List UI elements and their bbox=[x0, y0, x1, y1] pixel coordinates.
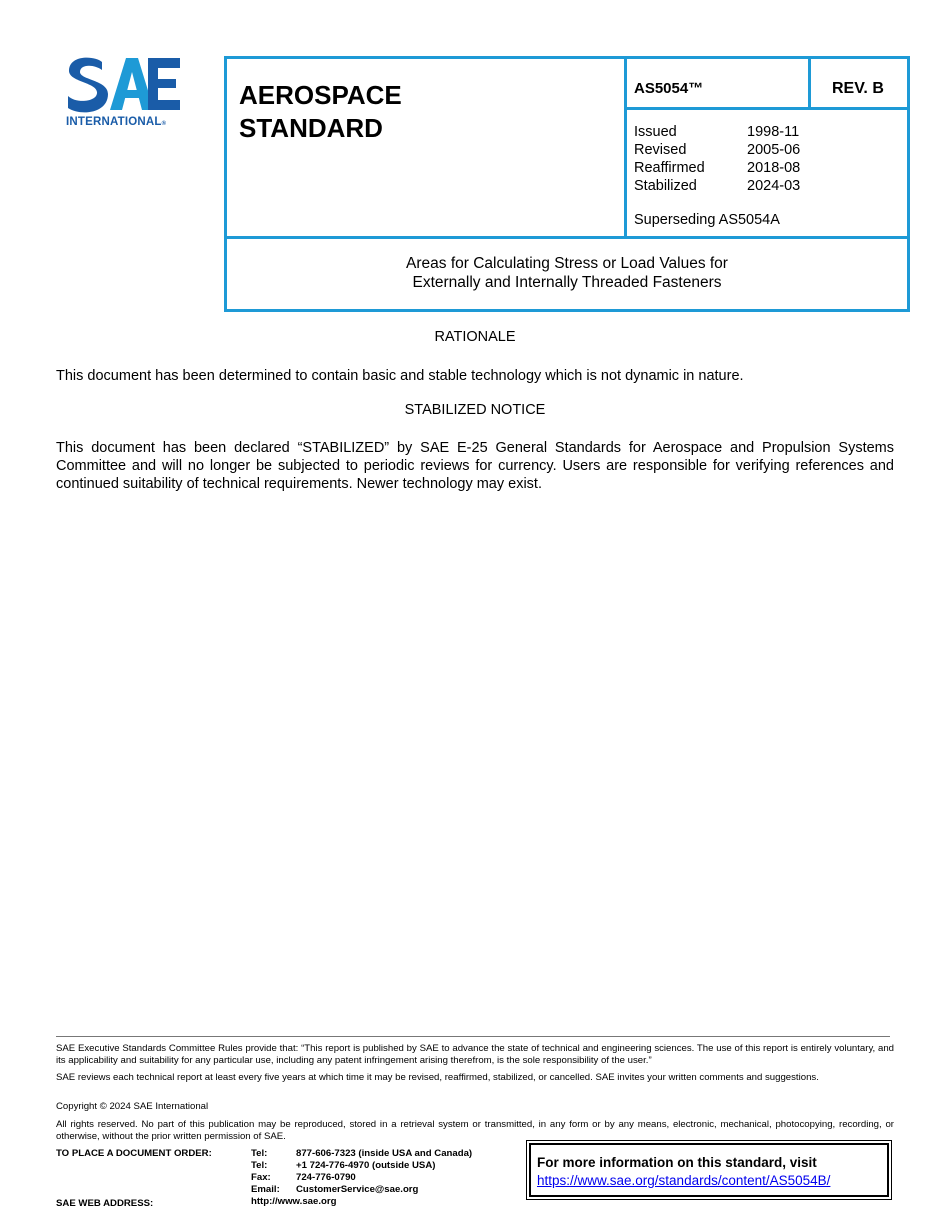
revision-label: REV. B bbox=[832, 80, 884, 97]
contact-row bbox=[251, 1148, 472, 1160]
contact-row bbox=[251, 1184, 472, 1196]
date-row-revised bbox=[634, 141, 800, 159]
stabilized-text: This document has been declared “STABILIZED” by SAE E-25 General Standards for Aerospace and Propulsion Systems Committee and will no longer be subjected to periodic reviews for currency. Users are responsible for verifying references and continued suitability of technical requirements. Newer technology may exist. bbox=[56, 440, 894, 492]
rationale-text: This document has been determined to contain basic and stable technology which is not dynamic in nature. bbox=[56, 368, 744, 384]
copyright-text: Copyright © 2024 SAE International bbox=[56, 1101, 209, 1112]
date-label: Reaffirmed bbox=[634, 160, 705, 176]
contact-key: Tel: bbox=[251, 1148, 268, 1159]
date-label: Stabilized bbox=[634, 178, 697, 194]
web-address-label: SAE WEB ADDRESS: bbox=[56, 1198, 154, 1209]
date-label: Revised bbox=[634, 142, 687, 158]
contact-value: 877-606-7323 (inside USA and Canada) bbox=[296, 1148, 473, 1159]
contact-key: Tel: bbox=[251, 1160, 268, 1171]
date-row-issued bbox=[634, 123, 800, 141]
contact-key: Email: bbox=[251, 1184, 280, 1195]
superseding-note: Superseding AS5054A bbox=[634, 212, 780, 228]
rights-text: All rights reserved. No part of this publication may be reproduced, stored in a retrieval system or transmitted, in any form or by any means, electronic, mechanical, photocopying, recording, or otherwise, without the prior written permission of SAE. bbox=[56, 1119, 894, 1142]
title-line-2: Externally and Internally Threaded Fasteners bbox=[412, 274, 722, 291]
info-box bbox=[526, 1140, 892, 1200]
registered-mark: ® bbox=[161, 121, 167, 127]
date-value: 2018-08 bbox=[747, 160, 801, 176]
sae-logo-icon bbox=[66, 54, 184, 114]
web-row bbox=[251, 1196, 472, 1208]
date-label: Issued bbox=[634, 124, 677, 140]
header-box bbox=[224, 56, 910, 312]
contact-row bbox=[251, 1172, 472, 1184]
contact-value: 724-776-0790 bbox=[296, 1172, 356, 1183]
logo-subtitle: INTERNATIONAL® bbox=[66, 116, 167, 128]
date-list bbox=[634, 123, 800, 195]
contact-key: Fax: bbox=[251, 1172, 271, 1183]
rationale-heading: RATIONALE bbox=[434, 329, 516, 345]
committee-rules-text: SAE Executive Standards Committee Rules provide that: “This report is published by SAE to advance the state of technical and engineering sciences. The use of this report is entirely voluntary, and its applicability and suitability for any particular use, including any patent infringement arising therefrom, is the sole responsibility of the user.” bbox=[56, 1043, 894, 1066]
document-number: AS5054™ bbox=[634, 80, 704, 97]
sae-logo bbox=[66, 54, 188, 134]
stabilized-heading: STABILIZED NOTICE bbox=[404, 402, 546, 418]
date-row-stabilized bbox=[634, 177, 800, 195]
contact-email[interactable]: CustomerService@sae.org bbox=[296, 1184, 419, 1195]
contact-value: +1 724-776-4970 (outside USA) bbox=[296, 1160, 436, 1171]
standard-link[interactable]: https://www.sae.org/standards/content/AS5054B/ bbox=[537, 1173, 831, 1188]
contact-row bbox=[251, 1160, 472, 1172]
date-value: 1998-11 bbox=[747, 124, 800, 140]
contact-list bbox=[251, 1148, 472, 1208]
title-line-1: Areas for Calculating Stress or Load Values for bbox=[406, 255, 728, 272]
date-value: 2024-03 bbox=[747, 178, 801, 194]
document-type: AEROSPACE STANDARD bbox=[239, 80, 402, 143]
date-value: 2005-06 bbox=[747, 142, 801, 158]
order-label: TO PLACE A DOCUMENT ORDER: bbox=[56, 1148, 212, 1159]
review-text: SAE reviews each technical report at least every five years at which time it may be revised, reaffirmed, stabilized, or cancelled. SAE invites your written comments and suggestions. bbox=[56, 1072, 819, 1083]
info-title: For more information on this standard, visit bbox=[537, 1155, 817, 1170]
footer-divider bbox=[56, 1036, 890, 1037]
date-row-reaffirmed bbox=[634, 159, 800, 177]
web-url-link[interactable]: http://www.sae.org bbox=[251, 1196, 337, 1207]
document-title bbox=[227, 254, 907, 292]
